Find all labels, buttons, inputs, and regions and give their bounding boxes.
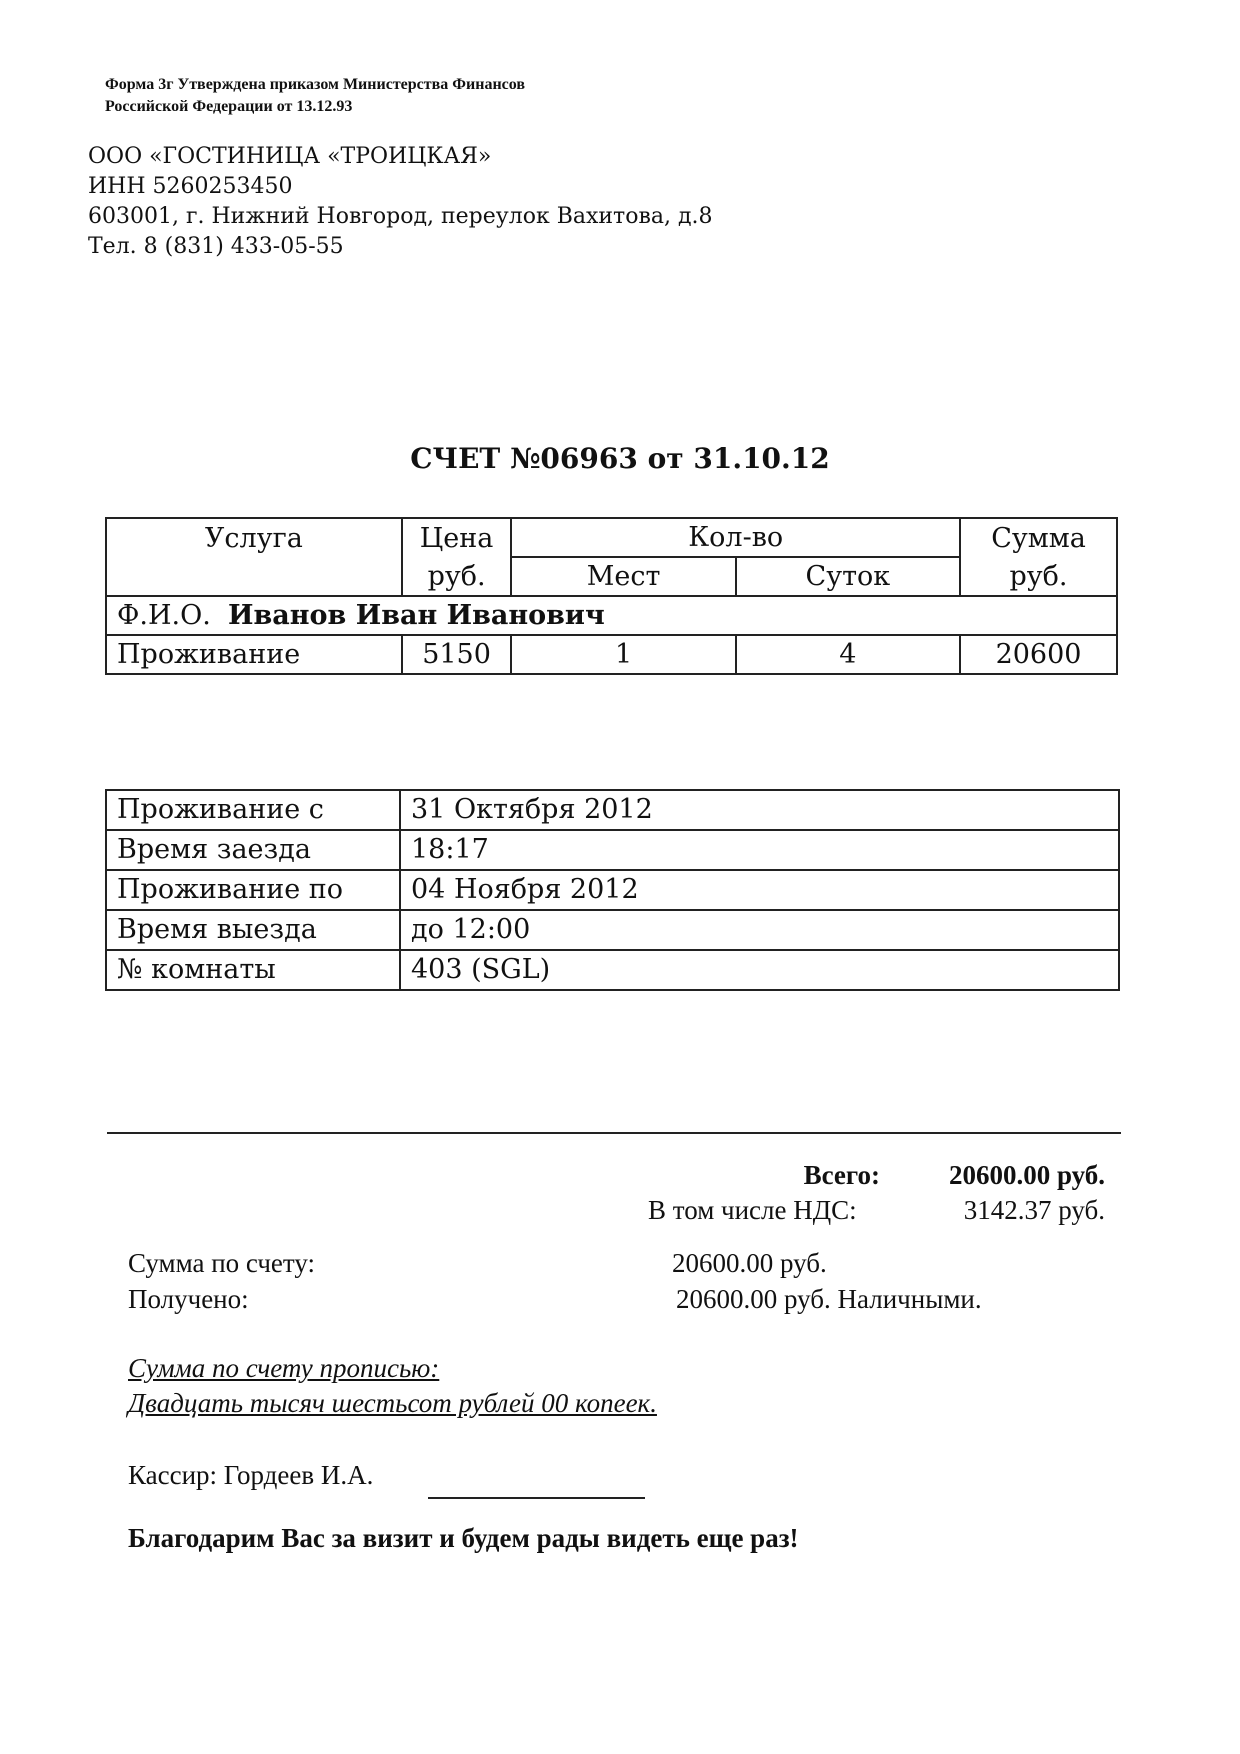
form-note	[105, 74, 525, 118]
service-places: 1	[511, 635, 735, 674]
in-words-label: Сумма по счету прописью:	[128, 1353, 440, 1383]
stay-label: Время заезда	[106, 830, 400, 870]
header-service-cont	[106, 557, 402, 596]
table-row	[106, 830, 1119, 870]
table-row	[106, 870, 1119, 910]
received-value: 20600.00 руб. Наличными.	[676, 1284, 982, 1314]
table-row	[106, 950, 1119, 990]
table-row	[106, 910, 1119, 950]
header-price-unit: руб.	[402, 557, 512, 596]
invoice-sum-label: Сумма по счету:	[128, 1248, 315, 1278]
received-label: Получено:	[128, 1284, 249, 1314]
stay-value: 18:17	[400, 830, 1119, 870]
stay-label: Проживание по	[106, 870, 400, 910]
header-days: Суток	[736, 557, 960, 596]
stay-value: 04 Ноября 2012	[400, 870, 1119, 910]
stay-value: до 12:00	[400, 910, 1119, 950]
invoice-title: СЧЕТ №06963 от 31.10.12	[410, 442, 830, 475]
stay-label: № комнаты	[106, 950, 400, 990]
org-inn: ИНН 5260253450	[88, 174, 293, 199]
guest-label: Ф.И.О.	[117, 600, 211, 631]
guest-row	[106, 596, 1117, 635]
stay-value: 403 (SGL)	[400, 950, 1119, 990]
header-places: Мест	[511, 557, 735, 596]
header-sum: Сумма	[960, 518, 1117, 557]
vat-value: 3142.37 руб.	[963, 1195, 1105, 1225]
table-row	[106, 790, 1119, 830]
form-note-line1: Форма 3г Утверждена приказом Министерства Финансов	[105, 76, 526, 93]
org-name: ООО «ГОСТИНИЦА «ТРОИЦКАЯ»	[88, 144, 492, 169]
signature-line	[428, 1497, 645, 1499]
guest-name: Иванов Иван Иванович	[228, 600, 605, 631]
service-days: 4	[736, 635, 960, 674]
service-name: Проживание	[106, 635, 402, 674]
form-note-line2: Российской Федерации от 13.12.93	[105, 98, 353, 115]
thanks-message: Благодарим Вас за визит и будем рады видеть еще раз!	[128, 1523, 799, 1553]
stay-value: 31 Октября 2012	[400, 790, 1119, 830]
organization-block	[88, 142, 713, 262]
invoice-sum-value: 20600.00 руб.	[672, 1248, 827, 1278]
service-sum: 20600	[960, 635, 1117, 674]
header-price: Цена	[402, 518, 512, 557]
header-quantity: Кол-во	[511, 518, 960, 557]
table-row	[106, 635, 1117, 674]
service-price: 5150	[402, 635, 512, 674]
header-sum-unit: руб.	[960, 557, 1117, 596]
services-table	[105, 517, 1118, 675]
stay-label: Время выезда	[106, 910, 400, 950]
total-value: 20600.00 руб.	[948, 1160, 1105, 1190]
divider	[107, 1132, 1121, 1134]
stay-label: Проживание с	[106, 790, 400, 830]
cashier: Кассир: Гордеев И.А.	[128, 1460, 374, 1490]
header-service: Услуга	[106, 518, 402, 557]
vat-label: В том числе НДС:	[648, 1195, 857, 1225]
org-phone: Тел. 8 (831) 433-05-55	[88, 234, 344, 259]
org-address: 603001, г. Нижний Новгород, переулок Вахитова, д.8	[88, 204, 713, 229]
stay-table	[105, 789, 1120, 991]
total-label: Всего:	[803, 1160, 880, 1190]
in-words-value: Двадцать тысяч шестьсот рублей 00 копеек.	[128, 1388, 657, 1418]
